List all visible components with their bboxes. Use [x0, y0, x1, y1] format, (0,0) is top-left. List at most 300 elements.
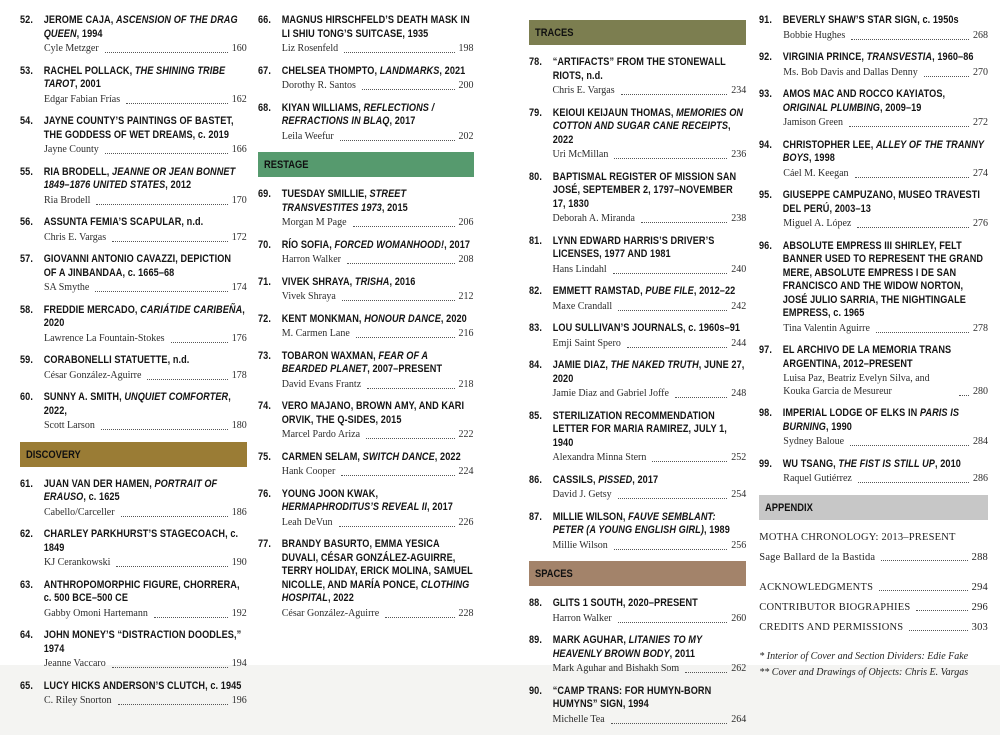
- appendix-page-number: 303: [971, 621, 988, 633]
- entry-title-row: [258, 451, 474, 465]
- toc-entry: [258, 451, 474, 479]
- entry-title: [552, 107, 746, 148]
- appendix-item: [759, 581, 988, 594]
- entry-number: 59.: [20, 354, 33, 366]
- entry-title-segment: “ARTIFACTS” FROM THE STONEWALL RIOTS, n.d.: [552, 56, 726, 82]
- entry-number: 53.: [20, 64, 33, 77]
- entry-number: 69.: [257, 188, 271, 200]
- dot-leader: [618, 498, 728, 499]
- entry-title: [552, 597, 746, 611]
- entry-page-number: 196: [231, 695, 247, 706]
- entry-author-row: [20, 658, 247, 671]
- entry-author-row: [759, 436, 988, 449]
- entry-title-row: [20, 65, 247, 92]
- toc-entry: [529, 322, 747, 350]
- entry-page-number: 226: [458, 516, 474, 528]
- entry-title-segment: AMOS MAC AND ROCCO KAYIATOS,: [782, 88, 946, 100]
- entry-title-segment: BEVERLY SHAW’S STAR SIGN, c. 1950s: [782, 14, 960, 26]
- entry-author-row: [20, 144, 247, 157]
- entry-author: Chris E. Vargas: [44, 231, 107, 243]
- entry-page-number: 280: [973, 385, 988, 397]
- entry-title-italic-segment: FAUVE SEMBLANT: PETER (A YOUNG ENGLISH GIRL): [552, 510, 716, 536]
- entry-number: 67.: [257, 64, 271, 77]
- entry-author-row: [258, 131, 474, 144]
- spacer: [759, 641, 988, 649]
- entry-title: [783, 14, 988, 28]
- entry-title-segment: KENT MONKMAN,: [281, 312, 364, 325]
- toc-entry: [258, 276, 474, 304]
- entry-author-row: [529, 301, 747, 314]
- entry-page-number: 256: [731, 539, 747, 551]
- toc-entry: [759, 51, 988, 79]
- entry-title-segment: LUCY HICKS ANDERSON’S CLUTCH, c. 1945: [43, 679, 242, 692]
- entry-page-number: 200: [458, 80, 474, 91]
- entry-number: 95.: [759, 189, 773, 201]
- entry-title: [783, 407, 988, 434]
- entry-author: Uri McMillan: [552, 149, 609, 160]
- entry-title-row: [759, 240, 988, 321]
- entry-title-segment: CHRISTOPHER LEE,: [782, 138, 877, 151]
- entry-title-row: [20, 14, 247, 41]
- entry-title-segment: CORABONELLI STATUETTE, n.d.: [43, 354, 190, 366]
- entry-title-segment: GIOVANNI ANTONIO CAVAZZI, DEPICTION OF A JINBANDAA, c. 1665–68: [43, 253, 232, 279]
- entry-title: [44, 391, 247, 418]
- entry-title-row: [529, 285, 747, 299]
- dot-leader: [171, 342, 228, 343]
- toc-entry: [20, 680, 247, 708]
- dot-leader: [611, 723, 728, 724]
- entry-title-italic-segment: UNQUIET COMFORTER: [124, 391, 229, 403]
- toc-entry: [258, 400, 474, 442]
- entry-title-italic-segment: ASCENSION OF THE DRAG QUEEN: [43, 14, 238, 40]
- entry-title-row: [258, 400, 474, 427]
- entry-number: 83.: [528, 322, 542, 334]
- entry-page-number: 242: [731, 300, 747, 312]
- entry-page-number: 224: [458, 466, 474, 477]
- entry-page-number: 218: [458, 378, 474, 390]
- entry-number: 58.: [20, 303, 33, 316]
- toc-entry: [20, 65, 247, 107]
- toc-entry: [20, 253, 247, 295]
- entry-title: [281, 350, 473, 377]
- entry-title-row: [20, 391, 247, 418]
- entry-title-row: [759, 458, 988, 472]
- entry-number: 74.: [257, 400, 271, 412]
- entry-author-row: [258, 517, 474, 530]
- dot-leader: [685, 672, 727, 673]
- entry-title-italic-segment: SWITCH DANCE: [362, 450, 435, 463]
- entry-author-row: [20, 557, 247, 570]
- toc-entry: [529, 410, 747, 465]
- entry-title-segment: , JUNE 27, 2020: [552, 359, 744, 385]
- entry-author: Sydney Baloue: [783, 436, 845, 447]
- entry-author-row: [20, 94, 247, 107]
- entry-title-row: [759, 344, 988, 371]
- entry-author-row: [258, 379, 474, 392]
- entry-title-row: [258, 188, 474, 215]
- entry-title-segment: , 2022: [552, 120, 731, 146]
- entry-title: [44, 166, 247, 193]
- entry-title-italic-segment: THE SHINING TRIBE TAROT: [43, 64, 226, 90]
- entry-author-row: [529, 613, 747, 626]
- dot-leader: [916, 610, 967, 611]
- toc-entry: [759, 14, 988, 42]
- entry-title-row: [529, 56, 747, 83]
- dot-leader: [341, 475, 454, 476]
- dot-leader: [347, 263, 455, 264]
- entry-author-row: [759, 117, 988, 130]
- entry-title-row: [20, 629, 247, 656]
- entry-title-segment: KEIOUI KEIJAUN THOMAS,: [552, 106, 676, 119]
- dot-leader: [105, 52, 228, 53]
- entry-title-segment: , 2022: [434, 450, 461, 463]
- entry-page-number: 202: [458, 130, 474, 142]
- entry-title-row: [20, 680, 247, 694]
- entry-title: [281, 239, 473, 253]
- section-header-label: RESTAGE: [263, 159, 309, 171]
- dot-leader: [879, 590, 968, 591]
- entry-title-segment: TUESDAY SMILLIE,: [281, 188, 370, 200]
- section-header-label: TRACES: [534, 27, 573, 39]
- dot-leader: [121, 516, 228, 517]
- toc-entry: [258, 350, 474, 392]
- entry-title-segment: , 2017: [389, 115, 416, 127]
- entry-title-segment: CHARLEY PARKHURST’S STAGECOACH, c. 1849: [43, 528, 239, 554]
- entry-page-number: 278: [973, 322, 988, 334]
- entry-title-row: [759, 14, 988, 28]
- entry-title-segment: CASSILS,: [552, 473, 598, 486]
- entry-page-number: 262: [731, 663, 747, 674]
- entry-title: [552, 359, 746, 386]
- entry-author-row: [20, 420, 247, 433]
- entry-number: 97.: [759, 344, 773, 356]
- entry-author: Morgan M Page: [281, 217, 347, 228]
- entry-title-row: [759, 139, 988, 166]
- entry-title-segment: , 1998: [809, 152, 836, 164]
- entry-title-row: [529, 685, 747, 712]
- section-header-spaces: [529, 561, 747, 586]
- entry-page-number: 206: [458, 217, 474, 228]
- entry-title-segment: , 2017: [426, 501, 453, 513]
- entry-author: Lawrence La Fountain-Stokes: [44, 332, 165, 344]
- entry-author-row: [529, 213, 747, 226]
- entry-title-row: [258, 276, 474, 290]
- entry-title-segment: , 2022,: [43, 391, 231, 417]
- toc-entry: [529, 171, 747, 226]
- entry-author-row: [20, 333, 247, 346]
- toc-entry: [529, 359, 747, 401]
- entry-author: Hank Cooper: [281, 466, 336, 477]
- entry-page-number: 180: [231, 420, 247, 431]
- dot-leader: [924, 76, 969, 77]
- appendix-item-label: CONTRIBUTOR BIOGRAPHIES: [759, 601, 911, 613]
- entry-title: [44, 528, 247, 555]
- appendix-item: [759, 621, 988, 634]
- entry-title-segment: MARK AGUHAR,: [552, 634, 629, 646]
- dot-leader: [959, 395, 969, 396]
- entry-author: C. Riley Snorton: [44, 695, 112, 706]
- toc-entry: [20, 391, 247, 433]
- entry-title-segment: LYNN EDWARD HARRIS’S DRIVER’S LICENSES, 1977 AND 1981: [552, 234, 714, 260]
- entry-title: [44, 115, 247, 142]
- entry-title: [44, 304, 247, 331]
- entry-title-segment: , 2011: [669, 647, 695, 660]
- entry-title-segment: ASSUNTA FEMIA’S SCAPULAR, n.d.: [43, 216, 204, 228]
- entry-author-row: [258, 429, 474, 442]
- entry-author-row: [759, 373, 988, 398]
- entry-title-segment: IMPERIAL LODGE OF ELKS IN: [782, 407, 921, 419]
- toc-entry: [258, 14, 474, 56]
- dot-leader: [385, 617, 454, 618]
- entry-title-segment: EL ARCHIVO DE LA MEMORIA TRANS ARGENTINA, 2012–PRESENT: [782, 344, 952, 370]
- entry-title-segment: GIUSEPPE CAMPUZANO, MUSEO TRAVESTI DEL PERÚ, 2003–13: [782, 189, 981, 215]
- toc-entry: [529, 235, 747, 277]
- dot-leader: [112, 667, 228, 668]
- entry-page-number: 254: [731, 489, 747, 500]
- dot-leader: [101, 429, 228, 430]
- entry-author-row: [258, 466, 474, 479]
- toc-entry: [20, 216, 247, 244]
- entry-title-italic-segment: ALLEY OF THE TRANNY BOYS: [782, 138, 985, 164]
- toc-entry: [20, 579, 247, 621]
- entry-author: Deborah A. Miranda: [552, 213, 635, 224]
- entry-title-segment: TOBARON WAXMAN,: [281, 349, 379, 362]
- entry-author-row: [529, 452, 747, 465]
- spacer: [759, 571, 988, 581]
- toc-entry: [20, 304, 247, 346]
- entry-page-number: 170: [231, 194, 247, 206]
- dot-leader: [362, 89, 455, 90]
- entry-author: Michelle Tea: [552, 713, 605, 725]
- entry-title-segment: , 2022: [327, 592, 354, 604]
- entry-title-row: [258, 102, 474, 129]
- entry-title-row: [529, 235, 747, 262]
- entry-title-italic-segment: PISSED: [597, 473, 632, 486]
- entry-page-number: 176: [231, 332, 247, 344]
- entry-author-row: [20, 195, 247, 208]
- toc-entry: [759, 139, 988, 181]
- entry-page-number: 192: [231, 607, 247, 619]
- entry-number: 89.: [528, 634, 542, 646]
- dot-leader: [340, 140, 455, 141]
- dot-leader: [855, 177, 969, 178]
- entry-title-segment: JOHN MONEY’S “DISTRACTION DOODLES,” 1974: [43, 629, 242, 655]
- entry-title: [552, 474, 746, 488]
- entry-title-segment: LOU SULLIVAN’S JOURNALS, c. 1960s–91: [552, 322, 740, 334]
- dot-leader: [618, 622, 728, 623]
- dot-leader: [857, 227, 969, 228]
- entry-page-number: 236: [731, 149, 747, 160]
- entry-author: Cáel M. Keegan: [783, 167, 849, 179]
- dot-leader: [366, 438, 454, 439]
- entry-author: Cyle Metzger: [44, 43, 99, 54]
- entry-title-row: [529, 511, 747, 538]
- entry-author-row: [529, 663, 747, 676]
- entry-number: 94.: [759, 138, 773, 151]
- entry-title-row: [759, 407, 988, 434]
- entry-title: [281, 188, 473, 215]
- toc-entry: [258, 102, 474, 144]
- entry-author-row: [258, 80, 474, 93]
- dot-leader: [641, 222, 727, 223]
- entry-title-row: [258, 488, 474, 515]
- entry-author: Liz Rosenfeld: [281, 43, 339, 54]
- entry-title: [44, 14, 247, 41]
- entry-author-row: [529, 338, 747, 351]
- entry-title-row: [20, 216, 247, 230]
- entry-page-number: 272: [973, 117, 988, 128]
- entry-page-number: 244: [731, 337, 747, 349]
- entry-number: 54.: [20, 115, 33, 127]
- entry-page-number: 248: [731, 388, 747, 399]
- appendix-item: [759, 601, 988, 614]
- entry-author: César González-Aguirre: [281, 607, 380, 619]
- entry-title-row: [258, 14, 474, 41]
- entry-title-segment: JAMIE DIAZ,: [552, 359, 611, 371]
- entry-title: [783, 240, 988, 321]
- entry-page-number: 286: [973, 473, 988, 484]
- entry-author-row: [258, 291, 474, 304]
- entry-page-number: 270: [973, 66, 988, 78]
- entry-author: Jamison Green: [783, 117, 843, 128]
- dot-leader: [96, 204, 227, 205]
- section-header-appendix: [759, 495, 988, 520]
- entry-title-segment: WU TSANG,: [782, 457, 839, 470]
- dot-leader: [126, 103, 228, 104]
- entry-title: [281, 313, 473, 327]
- entry-author: Mark Aguhar and Bishakh Som: [552, 663, 680, 674]
- entry-author-row: [759, 323, 988, 336]
- entry-title-row: [529, 410, 747, 451]
- entry-title-segment: STERILIZATION RECOMMENDATION LETTER FOR MARIA RAMIREZ, JULY 1, 1940: [552, 409, 727, 449]
- entry-title-row: [529, 359, 747, 386]
- entry-title: [44, 354, 247, 368]
- entry-title-italic-segment: TRANSVESTIA: [866, 51, 933, 63]
- entry-title-segment: ANTHROPOMORPHIC FIGURE, CHORRERA, c. 500 BCE–500 CE: [43, 578, 240, 604]
- entry-number: 57.: [20, 253, 33, 265]
- entry-title-row: [759, 51, 988, 65]
- dot-leader: [613, 273, 728, 274]
- entry-title-segment: , 2021: [439, 64, 466, 77]
- entry-title-italic-segment: THE NAKED TRUTH: [610, 359, 699, 371]
- entry-title: [783, 51, 988, 65]
- entry-author-row: [20, 507, 247, 520]
- entry-title: [552, 235, 746, 262]
- dot-leader: [618, 310, 727, 311]
- entry-title-segment: , 2009–19: [880, 101, 922, 114]
- entry-title: [281, 400, 473, 427]
- entry-author: David Evans Frantz: [281, 378, 362, 390]
- entry-page-number: 190: [231, 557, 247, 568]
- entry-author: Jeanne Vaccaro: [44, 658, 106, 669]
- entry-title: [552, 634, 746, 661]
- toc-entry: [258, 538, 474, 620]
- appendix-item: [759, 551, 988, 564]
- entry-title-italic-segment: REFLECTIONS / REFRACTIONS IN BLAQ: [281, 101, 434, 127]
- entry-title: [281, 276, 473, 290]
- entry-title-italic-segment: LITANIES TO MY HEAVENLY BROWN BODY: [552, 634, 702, 660]
- entry-title-row: [258, 239, 474, 253]
- entry-title-segment: , 1960–86: [932, 51, 974, 63]
- entry-title: [552, 171, 746, 212]
- entry-title: [783, 458, 988, 472]
- entry-title: [281, 102, 473, 129]
- entry-author-row: [759, 67, 988, 80]
- entry-number: 77.: [257, 538, 271, 550]
- entry-title-segment: RIA BRODELL,: [43, 165, 113, 178]
- entry-author-row: [529, 264, 747, 277]
- entry-author: Harron Walker: [281, 254, 341, 265]
- toc-entry: [529, 107, 747, 162]
- entry-title-italic-segment: HONOUR DANCE: [363, 312, 441, 325]
- dot-leader: [147, 379, 227, 380]
- entry-number: 73.: [257, 349, 271, 362]
- entry-number: 75.: [257, 450, 271, 463]
- entry-title: [44, 629, 247, 656]
- entry-page-number: 228: [458, 607, 474, 619]
- toc-entry: [529, 285, 747, 313]
- entry-title: [783, 88, 988, 115]
- entry-page-number: 166: [231, 144, 247, 155]
- toc-entry: [529, 56, 747, 98]
- entry-number: 72.: [257, 312, 271, 325]
- entry-author: Leah DeVun: [281, 516, 333, 528]
- entry-number: 64.: [20, 629, 33, 641]
- dot-leader: [356, 337, 455, 338]
- section-header-label: DISCOVERY: [26, 448, 81, 461]
- section-header-label: APPENDIX: [765, 501, 814, 514]
- entry-number: 86.: [528, 473, 542, 486]
- entry-title-row: [258, 313, 474, 327]
- entry-number: 92.: [759, 51, 773, 63]
- entry-number: 62.: [20, 528, 33, 540]
- entry-author-row: [258, 608, 474, 621]
- dot-leader: [339, 526, 455, 527]
- entry-number: 78.: [528, 56, 542, 68]
- entry-page-number: 240: [731, 263, 747, 275]
- entry-page-number: 268: [973, 29, 988, 41]
- entry-title-row: [529, 322, 747, 336]
- entry-title: [281, 538, 473, 606]
- entry-title-italic-segment: FORCED WOMANHOOD!: [334, 238, 444, 251]
- dot-leader: [105, 153, 228, 154]
- entry-page-number: 172: [231, 231, 247, 243]
- entry-title-italic-segment: PUBE FILE: [644, 285, 694, 297]
- entry-title-row: [20, 354, 247, 368]
- entry-author: Dorothy R. Santos: [281, 80, 356, 91]
- entry-page-number: 274: [973, 167, 988, 179]
- entry-page-number: 264: [731, 713, 747, 725]
- entry-title-segment: GLITS 1 SOUTH, 2020–PRESENT: [552, 597, 698, 609]
- entry-number: 71.: [257, 275, 271, 288]
- entry-title-segment: RACHEL POLLACK,: [43, 64, 135, 77]
- entry-title: [552, 685, 746, 712]
- entry-number: 91.: [759, 14, 773, 26]
- entry-author: Vivek Shraya: [281, 291, 336, 302]
- entry-title-italic-segment: CARIÁTIDE CARIBEÑA: [140, 303, 243, 316]
- entry-title-row: [759, 88, 988, 115]
- entry-author: Ms. Bob Davis and Dallas Denny: [783, 66, 918, 78]
- entry-number: 93.: [759, 88, 773, 100]
- entry-author: Alexandra Minna Stern: [552, 452, 647, 463]
- entry-author-row: [258, 328, 474, 341]
- entry-number: 88.: [528, 597, 542, 609]
- entry-number: 56.: [20, 216, 33, 228]
- entry-page-number: 160: [231, 43, 247, 54]
- dot-leader: [850, 445, 969, 446]
- entry-author-row: [20, 370, 247, 383]
- entry-number: 81.: [528, 234, 542, 247]
